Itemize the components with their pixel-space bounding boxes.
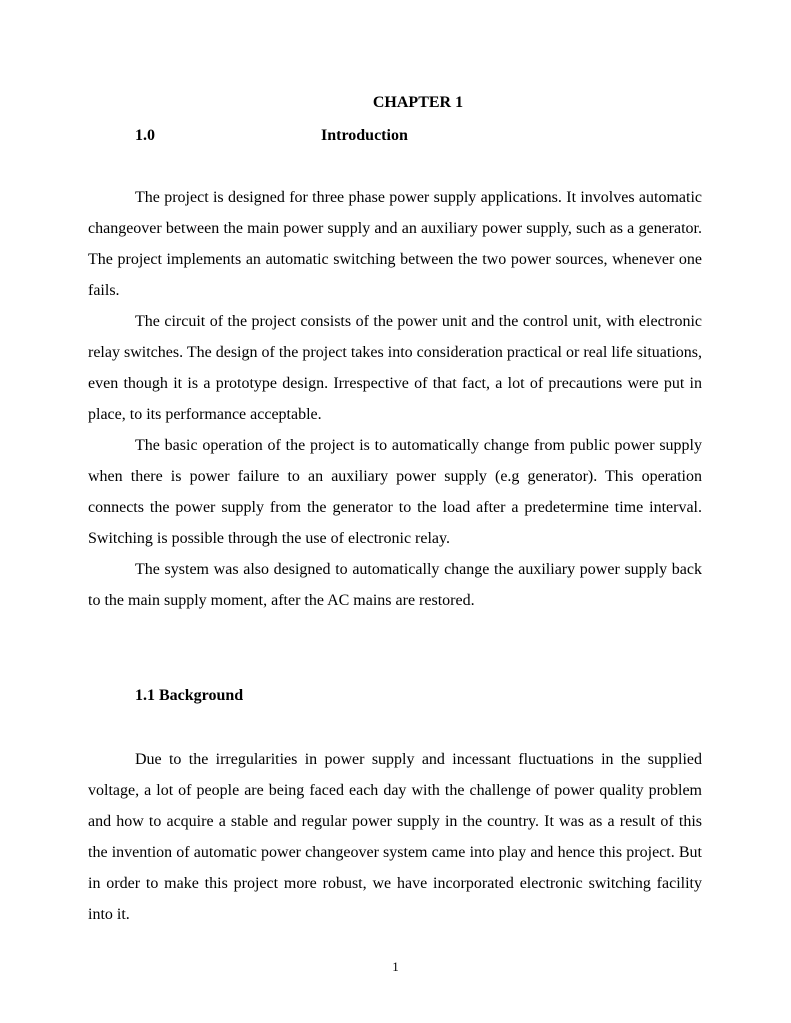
background-heading: 1.1 Background: [135, 687, 244, 704]
section-title: Introduction: [321, 127, 408, 144]
introduction-paragraph: The circuit of the project consists of the power unit and the control unit, with electronic relay switches. The design of the project takes into consideration practical or real life situations, even though it is a prototype design. Irrespective of that fact, a lot of precautions were put in place, to its performance acceptable.: [88, 313, 702, 423]
chapter-title: CHAPTER 1: [372, 94, 464, 111]
background-paragraph: Due to the irregularities in power supply and incessant fluctuations in the supplied voltage, a lot of people are being faced each day with the challenge of power quality problem and how to acquire a stable and regular power supply in the country. It was as a result of this the invention of automatic power changeover system came into play and hence this project. But in order to make this project more robust, we have incorporated electronic switching facility into it.: [88, 751, 702, 923]
section-number: 1.0: [135, 127, 155, 144]
introduction-paragraph: The system was also designed to automatically change the auxiliary power supply back to the main supply moment, after the AC mains are restored.: [88, 561, 702, 609]
background-body: [88, 744, 702, 930]
page-number: 1: [392, 959, 399, 974]
introduction-paragraph: The project is designed for three phase power supply applications. It involves automatic changeover between the main power supply and an auxiliary power supply, such as a generator. The project implements an automatic switching between the two power sources, whenever one fails.: [88, 189, 702, 299]
introduction-paragraph: The basic operation of the project is to automatically change from public power supply when there is power failure to an auxiliary power supply (e.g generator). This operation connects the power supply from the generator to the load after a predetermine time interval. Switching is possible through the use of electronic relay.: [88, 437, 702, 547]
introduction-body: [88, 182, 702, 616]
